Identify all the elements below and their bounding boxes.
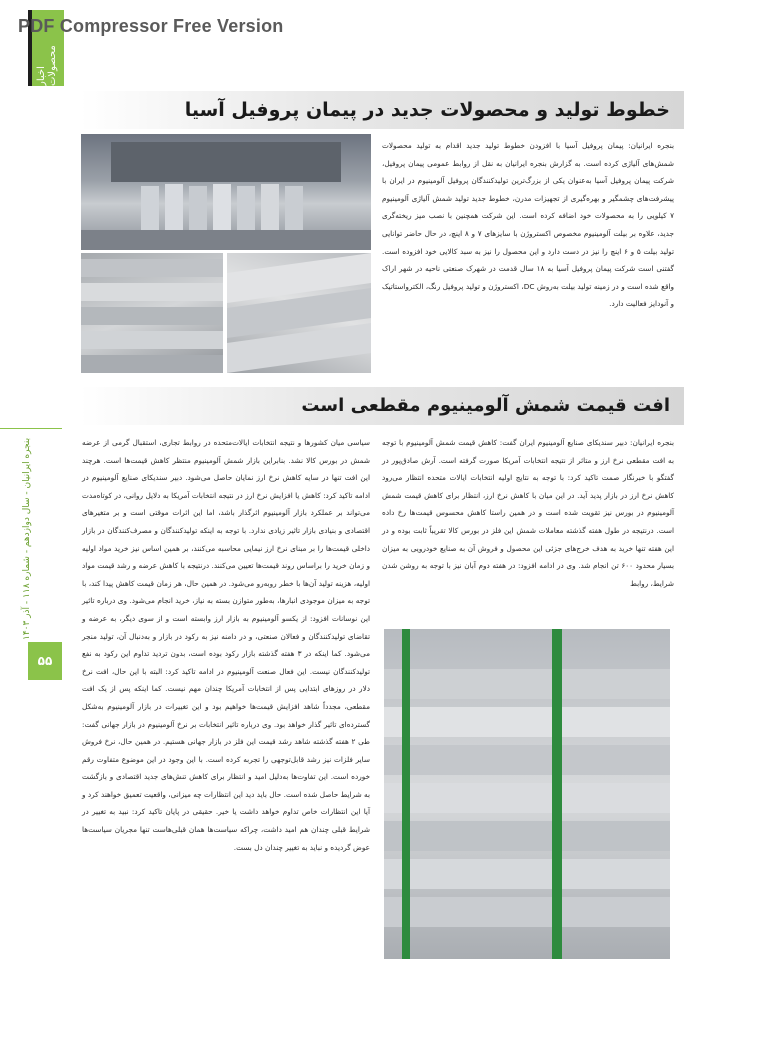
- ingot-rows-illustration: [81, 253, 223, 373]
- page-number-tab: [28, 642, 62, 680]
- article2-title: افت قیمت شمش آلومینیوم مقطعی است: [301, 395, 670, 416]
- page-number: ۵۵: [37, 654, 53, 668]
- article1-title: خطوط تولید و محصولات جدید در پیمان پروفیل آسیا: [184, 99, 670, 121]
- article1-heading: [80, 91, 684, 129]
- photo-ingot-stack-left: [81, 253, 223, 373]
- sidebar-rule: [0, 428, 62, 429]
- photo-casting-machine: [81, 134, 371, 250]
- article2-column-right: بنجره ایرانیان: دبیر سندیکای صنایع آلومینیوم ایران گفت: کاهش قیمت شمش آلومینیوم با توجه به افت مقطعی نرخ ارز و متاثر از نتیجه انتخابات آمریکا صورت گرفته است. آرش صادق‌پور در گفتگو با خبرنگار صمت تاکید کرد: با توجه به نتایج اولیه انتخابات ایالات متحده انتظار می‌رود کاهش نرخ ارز در بازار پدید آید. در این میان با کاهش نرخ ارز، انتظار برای کاهش قیمت شمش آلومینیوم در بورس نیز تقویت شده است و در همین راستا کاهش محسوس قیمت‌ها رخ داده است. درنتیجه در طول هفته گذشته معاملات شمش این فلز در بورس کالا تقریباً ثابت بوده و در این هفته تنها خرید به هدف خرج‌های جزئی این محصول و فروش آن به صنایع خودرویی به میزان بسیار محدود ۶۰۰ تن انجام شد. وی در ادامه افزود: در هفته دوم آبان نیز با توجه به روشن شدن شرایط، روابط: [382, 438, 674, 588]
- ingot-pile-illustration: [227, 253, 371, 373]
- section-tab-label: اخبار محصولات: [36, 45, 58, 86]
- photo-ingot-stack-right: [227, 253, 371, 373]
- watermark: PDF Compressor Free Version: [18, 16, 284, 36]
- ingot-mold-illustration: [81, 134, 371, 250]
- article1-body: بنجره ایرانیان: پیمان پروفیل آسیا با افزودن خطوط تولید جدید اقدام به تولید محصولات شمش‌های آلیاژی کرده است. به گزارش بنجره ایرانیان به نقل از روابط عمومی پیمان پروفیل، شرکت پیمان پروفیل آسیا به‌عنوان یکی از بزرگ‌ترین تولیدکنندگان پروفیل آلومینیوم در ایران با پیشرفت‌های چشمگیر و بهره‌گیری از تجهیزات مدرن، خطوط جدید تولید شمش آلیاژی آلومینیوم ۷ کیلویی را به محصولات خود اضافه کرده است. این شرکت همچنین با نصب میز ریخته‌گری جدید، علاوه بر بیلت آلومینیوم مخصوص اکستروژن با سایزهای ۷ و ۸ اینچ، در حال حاضر توانایی تولید بیلت ۵ و ۶ اینچ را نیز در دست دارد و این محصول را نیز به سبد کالایی خود افزوده است. گفتنی است شرکت پیمان پروفیل آسیا به ۱۸ سال قدمت در شهرک صنعتی ناحیه در شهر اراک واقع شده است و در زمینه تولید بیلت به‌روش DC، اکستروژن و تولید پروفیل رنگ، الکترواستاتیک و آنودایز فعالیت دارد.: [382, 141, 675, 309]
- photo-strapped-ingots: [384, 629, 670, 959]
- article2-heading: [80, 387, 684, 425]
- publication-info: بنجره ایرانیان - سال دوازدهم - شماره ۱۱۸ - آذر ۱۴۰۳: [22, 437, 32, 640]
- strapped-ingots-illustration: [384, 629, 670, 959]
- article2-column-left: سیاسی میان کشورها و نتیجه انتخابات ایالات‌متحده در روابط تجاری، استقبال گرمی از عرضه شمش در بورس کالا نشد. بنابراین بازار شمش آلومینیوم منتظر کاهش قیمت‌ها است. هرچند این افت تنها در سایه کاهش نرخ ارز نمایان حاصل می‌شود. دبیر سندیکای صنایع آلومینیوم در ادامه تاکید کرد: کاهش یا افزایش نرخ ارز در نتیجه انتخابات آمریکا به دلایل روانی، در کوتاه‌مدت می‌تواند بر عملکرد بازار آلومینیوم اثرگذار باشد، اما این اثرات موقتی است و بر متغیرهای اقتصادی و بنیادی بازار تاثیر زیادی ندارد. با توجه به اینکه تولیدکنندگان و مصرف‌کنندگان در بازار داخلی قیمت‌ها را بر مبنای نرخ ارز نیمایی محاسبه می‌کنند، بر همین اساس نیز خرید مواد اولیه و زمان خرید را براساس روند قیمت‌ها تعیین می‌کنند. درنتیجه با کاهش عرضه و رشد قیمت مواد اولیه، هزینه تولید آن‌ها با خطر روبه‌رو می‌شود. در همین حال، هر زمان قیمت کاهش پیدا کند، با توجه به میزان موجودی انبارها، به‌طور متوازن بسته به نیاز، خرید انجام می‌شود. وی درباره تاثیر این نوسانات افزود: از یکسو آلومینیوم به بازار ارز وابسته است و از سوی دیگر، به عرضه و تقاضای تولیدکنندگان و فعالان صنعتی، و در دامنه نیز به رکود در بازار و به‌دنبال آن، تولید منجر می‌شود. کما اینکه در ۳ هفته گذشته بازار رکود بوده است، بدون تردید تداوم این رکود به نفع تولیدکنندگان نیست. این فعال صنعت آلومینیوم در ادامه تاکید کرد: البته با این حال، افت نرخ دلار در روزهای ابتدایی پس از انتخابات آمریکا چندان مهم نیست. کما اینکه پس از یک افت مقطعی، مجدداً شاهد افزایش قیمت‌ها خواهیم بود و این تغییرات در بازار آلومینیوم به‌شکل گسترده‌ای تاثیر گذار خواهد بود. وی درباره تاثیر انتخابات بر نرخ آلومینیوم در بازار جهانی گفت: طی ۲ هفته گذشته شاهد رشد قیمت این فلز در بازار جهانی هستیم. در همین حال، نرخ فروش سایر فلزات نیز رشد قابل‌توجهی را تجربه کرده است. با این وجود در این موضوع متفاوت رقم خورده است. این تفاوت‌ها به‌دلیل امید و انتظار برای کاهش تنش‌های جدید اقتصادی و بازگشت به شرایط حاصل شده است. حال باید دید این انتظارات چه میزانی، واقعیت تعمیق خواهند کرد و آیا این انتظارات خاص تداوم خواهد داشت یا خیر. حقیقی در پایان تاکید کرد: نبید به تغییر در شرایط قبلی چندان هم امید داشت، چراکه سیاست‌ها همان قبلی‌هاست تنها مجریان سیاست‌ها عوض گردیده و نباید به تغییر چندان دل بست.: [82, 438, 370, 852]
